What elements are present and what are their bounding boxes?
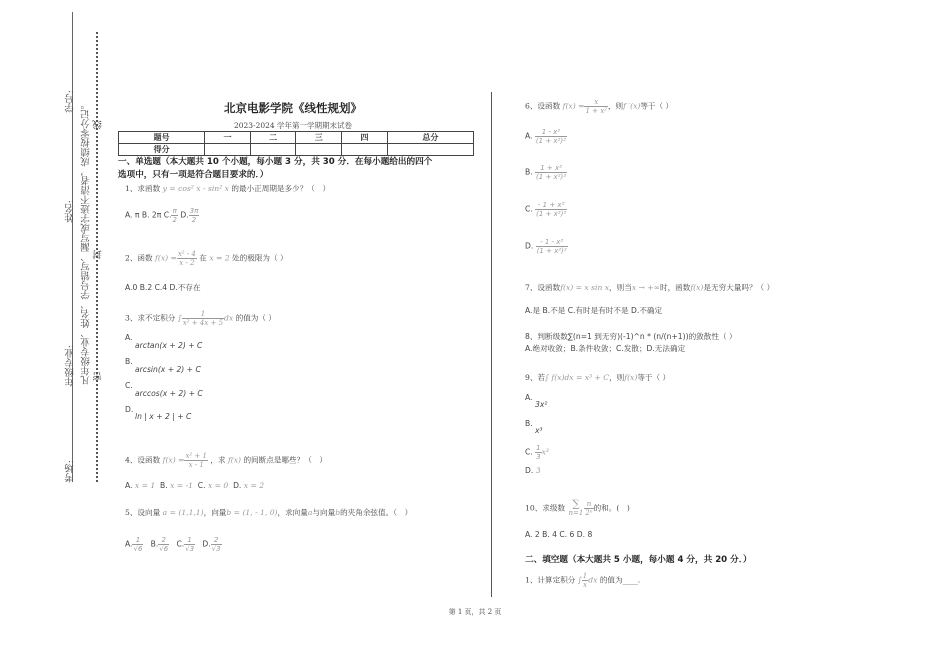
- q5-text-mid: ，向量: [203, 508, 227, 517]
- q5-text-mid3: 与向量: [312, 508, 336, 517]
- q3-frac: $\frac{1}{\text{x² + 4x + 5}}$: [182, 310, 224, 327]
- page-footer: 第 1 页，共 2 页: [448, 608, 502, 616]
- q3-option-d: ln | x + 2 | + C: [135, 412, 192, 421]
- q1-option-b: B. 2π: [141, 210, 162, 220]
- fill-question-1: [525, 572, 640, 589]
- q9-text-mid: ，则: [609, 373, 625, 382]
- q7-text: 7、设函数: [525, 283, 561, 292]
- q4-option-d-value: x = 2: [243, 481, 265, 490]
- q4-frac: $\frac{\text{x² + 1}}{x - 1}$: [185, 452, 207, 469]
- q6-option-b: B. $\frac{\text{1 + x²}}{\text{(1 + x²)²}}$: [525, 164, 567, 181]
- score-header-cell: 四: [342, 132, 388, 144]
- q1-text: 1、求函数: [125, 184, 161, 193]
- q5-text: 5、设向量: [125, 508, 161, 517]
- q1-formula: y = cos² x - sin² x: [162, 184, 229, 193]
- q9-option-a-label: A.: [525, 393, 533, 402]
- binding-strip: [0, 0, 110, 672]
- score-row-label: 得分: [119, 144, 205, 156]
- q6-text-mid: ，则: [607, 101, 624, 111]
- binding-line: [72, 12, 73, 482]
- question-1: [125, 183, 330, 194]
- score-header-cell: 总分: [387, 132, 473, 144]
- q1-option-a: A. π: [125, 210, 140, 220]
- score-table-header-row: [119, 132, 474, 144]
- q5-option-a: A.: [125, 539, 133, 549]
- q6-derivative: f ′(x): [623, 101, 641, 111]
- q5-symbol-a: a: [307, 508, 313, 517]
- q5-option-b: B.: [150, 539, 159, 549]
- q9-option-d: D. 3: [525, 466, 541, 475]
- q1-text-end: 的最小正周期是多少？（ ）: [231, 184, 331, 193]
- q9-formula: ∫ f(x)dx = x³ + C: [545, 373, 610, 382]
- exam-subtitle: 2023-2024 学年第一学期期末试卷: [233, 121, 353, 130]
- fill-q1-text: 1、计算定积分: [525, 575, 576, 585]
- q9-option-b: x³: [535, 426, 543, 435]
- q9-option-a: 3x²: [535, 400, 548, 409]
- q10-sum: ∑ n=1: [568, 498, 584, 517]
- section-1-heading: [118, 156, 478, 182]
- q4-option-a: A.: [125, 481, 133, 490]
- question-7: [525, 282, 774, 293]
- q2-formula: f(x) =: [155, 253, 177, 263]
- score-header-cell: 三: [296, 132, 342, 144]
- q6-text: 6、设函数: [525, 101, 561, 111]
- q3-text: 3、求不定积分: [125, 313, 176, 323]
- seal-mark-line: 线: [93, 120, 104, 130]
- fill-q1-dx: dx: [588, 575, 598, 585]
- score-cell[interactable]: [205, 144, 251, 156]
- q5-text-end: 的夹角余弦值。（ ）: [340, 508, 413, 517]
- q4-option-b: B.: [160, 481, 168, 490]
- q4-text-end: 的间断点是哪些？（ ）: [243, 455, 327, 465]
- q7-text-end: 是无穷大量吗？（ ）: [703, 283, 775, 292]
- q2-text: 2、函数: [125, 253, 153, 263]
- q5-option-d: D.: [202, 539, 211, 549]
- question-5-options: [125, 536, 222, 553]
- q1-option-c-frac: $\frac{\pi}{2}$: [172, 207, 177, 224]
- q5-vector-a: a = (1,1,1): [162, 508, 204, 517]
- q2-frac: $\frac{\text{x² - 4}}{x - 2}$: [177, 250, 196, 267]
- q7-text-mid2: 时，函数: [660, 283, 691, 292]
- column-divider: [491, 92, 492, 597]
- q3-dx: dx: [224, 313, 234, 323]
- score-table: [118, 131, 474, 156]
- score-table-row: [119, 144, 474, 156]
- q9-text: 9、若: [525, 373, 546, 382]
- q3-text-end: 的值为（ ）: [235, 313, 277, 323]
- q9-text-end: 等于（ ）: [637, 373, 671, 382]
- q2-text-end: 处的极限为（ ）: [232, 253, 288, 263]
- section-2-heading: 二、填空题（本大题共 5 小题，每小题 4 分，共 20 分．）: [525, 555, 752, 565]
- question-2-options: A.0 B.2 C.4 D.不存在: [125, 283, 201, 292]
- q6-option-a: A. $\frac{\text{1 - x²}}{\text{(1 + x²)²}}$: [525, 128, 566, 145]
- q3-option-a-label: A.: [125, 333, 133, 342]
- score-header-cell: 二: [250, 132, 296, 144]
- q3-option-c: arccos(x + 2) + C: [135, 389, 203, 398]
- question-9: [525, 372, 670, 383]
- q4-fx: f(x): [228, 455, 242, 465]
- q2-point: x = 2: [209, 253, 230, 263]
- q7-formula: f(x) = x sin x: [560, 283, 610, 292]
- q9-option-c: C. $\frac{1}{3}$ x³: [525, 444, 549, 461]
- question-10-options: A. 2 B. 4 C. 6 D. 8: [525, 530, 593, 539]
- integral-icon: ∫: [177, 313, 182, 323]
- q6-formula: f(x) =: [562, 101, 585, 111]
- q3-option-b-label: B.: [125, 357, 133, 366]
- q3-option-b: arcsin(x + 2) + C: [135, 365, 201, 374]
- q5-option-b-frac: $\frac{2}{√6}$: [159, 536, 169, 553]
- q1-option-d: D.: [180, 210, 189, 220]
- q4-formula: f(x) =: [162, 455, 185, 465]
- q9-fx: f(x): [624, 373, 638, 382]
- q5-option-d-frac: $\frac{2}{√3}$: [211, 536, 221, 553]
- score-header-cell: 题号: [119, 132, 205, 144]
- q7-fx: f(x): [690, 283, 704, 292]
- score-cell[interactable]: [296, 144, 342, 156]
- question-4-options: [125, 481, 264, 490]
- question-7-options: A.是 B.不是 C.有时是有时不是 D.不确定: [525, 306, 663, 315]
- question-6: [525, 98, 673, 115]
- score-header-cell: 一: [205, 132, 251, 144]
- q3-option-a: arctan(x + 2) + C: [135, 341, 203, 350]
- score-cell[interactable]: [387, 144, 473, 156]
- q6-option-c: C. $\frac{\text{- 1 + x²}}{\text{(1 + x²)²}}$: [525, 201, 567, 218]
- q4-text: 4、设函数: [125, 455, 161, 465]
- exam-title: 北京电影学院《线性规划》: [224, 101, 362, 115]
- q5-option-c-frac: $\frac{1}{√3}$: [185, 536, 195, 553]
- question-3: [125, 310, 276, 327]
- question-4: [125, 452, 327, 469]
- seal-mark-secret: 密: [93, 372, 104, 382]
- grade-label: 年级专业:: [65, 345, 76, 387]
- integral-icon: ∫: [577, 575, 582, 585]
- score-cell[interactable]: [342, 144, 388, 156]
- q5-option-c: C.: [176, 539, 185, 549]
- q9-option-b-label: B.: [525, 419, 533, 428]
- q6-option-d: D. $\frac{\text{- 1 - x²}}{\text{(1 + x²)²}}$: [525, 238, 567, 255]
- section-1-heading-line2: 选项中，只有一项是符合题目要求的．）: [118, 170, 269, 180]
- q1-option-d-frac: $\frac{3\pi}{2}$: [189, 207, 199, 224]
- question-1-options: [125, 207, 199, 224]
- seal-mark-seal: 封: [93, 250, 104, 260]
- question-2: [125, 250, 288, 267]
- question-10: [525, 500, 630, 517]
- question-8-options: A.绝对收敛；B.条件收敛；C.发散；D.无法确定: [525, 344, 686, 353]
- q4-option-c: C.: [197, 481, 206, 490]
- q5-option-a-frac: $\frac{1}{√6}$: [133, 536, 143, 553]
- q10-text-end: 的和。( ): [593, 503, 630, 513]
- fill-q1-text-end: 的值为____.: [599, 575, 641, 585]
- fill-q1-frac: $\frac{1}{x}$: [582, 572, 588, 589]
- student-id-label: 学号:: [65, 90, 76, 113]
- q4-text-mid: ，求: [210, 455, 226, 465]
- q10-text: 10、求级数: [525, 503, 566, 513]
- q3-option-d-label: D.: [125, 405, 134, 414]
- score-cell[interactable]: [250, 144, 296, 156]
- q4-option-a-value: x = 1: [134, 481, 156, 490]
- test-center-label: 考场:: [65, 460, 76, 483]
- q6-frac: $\frac{x}{\text{1 + x²}}$: [585, 98, 607, 115]
- section-1-heading-line1: 一、单选题（本大题共 10 个小题，每小题 3 分，共 30 分．在每小题给出的四个: [118, 157, 433, 167]
- q5-text-mid2: ，求向量: [277, 508, 308, 517]
- q1-option-c: C.: [163, 210, 172, 220]
- q3-option-c-label: C.: [125, 381, 133, 390]
- name-label: 姓名:: [65, 200, 76, 223]
- q7-limit: x → +∞: [631, 283, 660, 292]
- q5-symbol-b: b: [335, 508, 341, 517]
- question-5: [125, 507, 412, 518]
- q5-vector-b: b = (1, - 1, 0): [226, 508, 278, 517]
- question-8: 8、判断级数∑(n=1 到无穷)(-1)^n * (n/(n+1))的敛散性（ ）: [525, 332, 737, 341]
- q10-frac: $\frac{n}{\text{2ⁿ}}$: [585, 500, 593, 517]
- binding-notice: 凡年级专业、姓名、学号错写、漏写或字迹不清者，成绩按零分记。: [81, 100, 92, 385]
- q4-option-c-value: x = 0: [207, 481, 229, 490]
- q4-option-b-value: x = -1: [170, 481, 193, 490]
- q4-option-d: D.: [233, 481, 242, 490]
- q7-text-mid: ，则当: [609, 283, 632, 292]
- q2-text-mid: 在: [199, 253, 207, 263]
- q6-text-end: 等于（ ）: [640, 101, 674, 111]
